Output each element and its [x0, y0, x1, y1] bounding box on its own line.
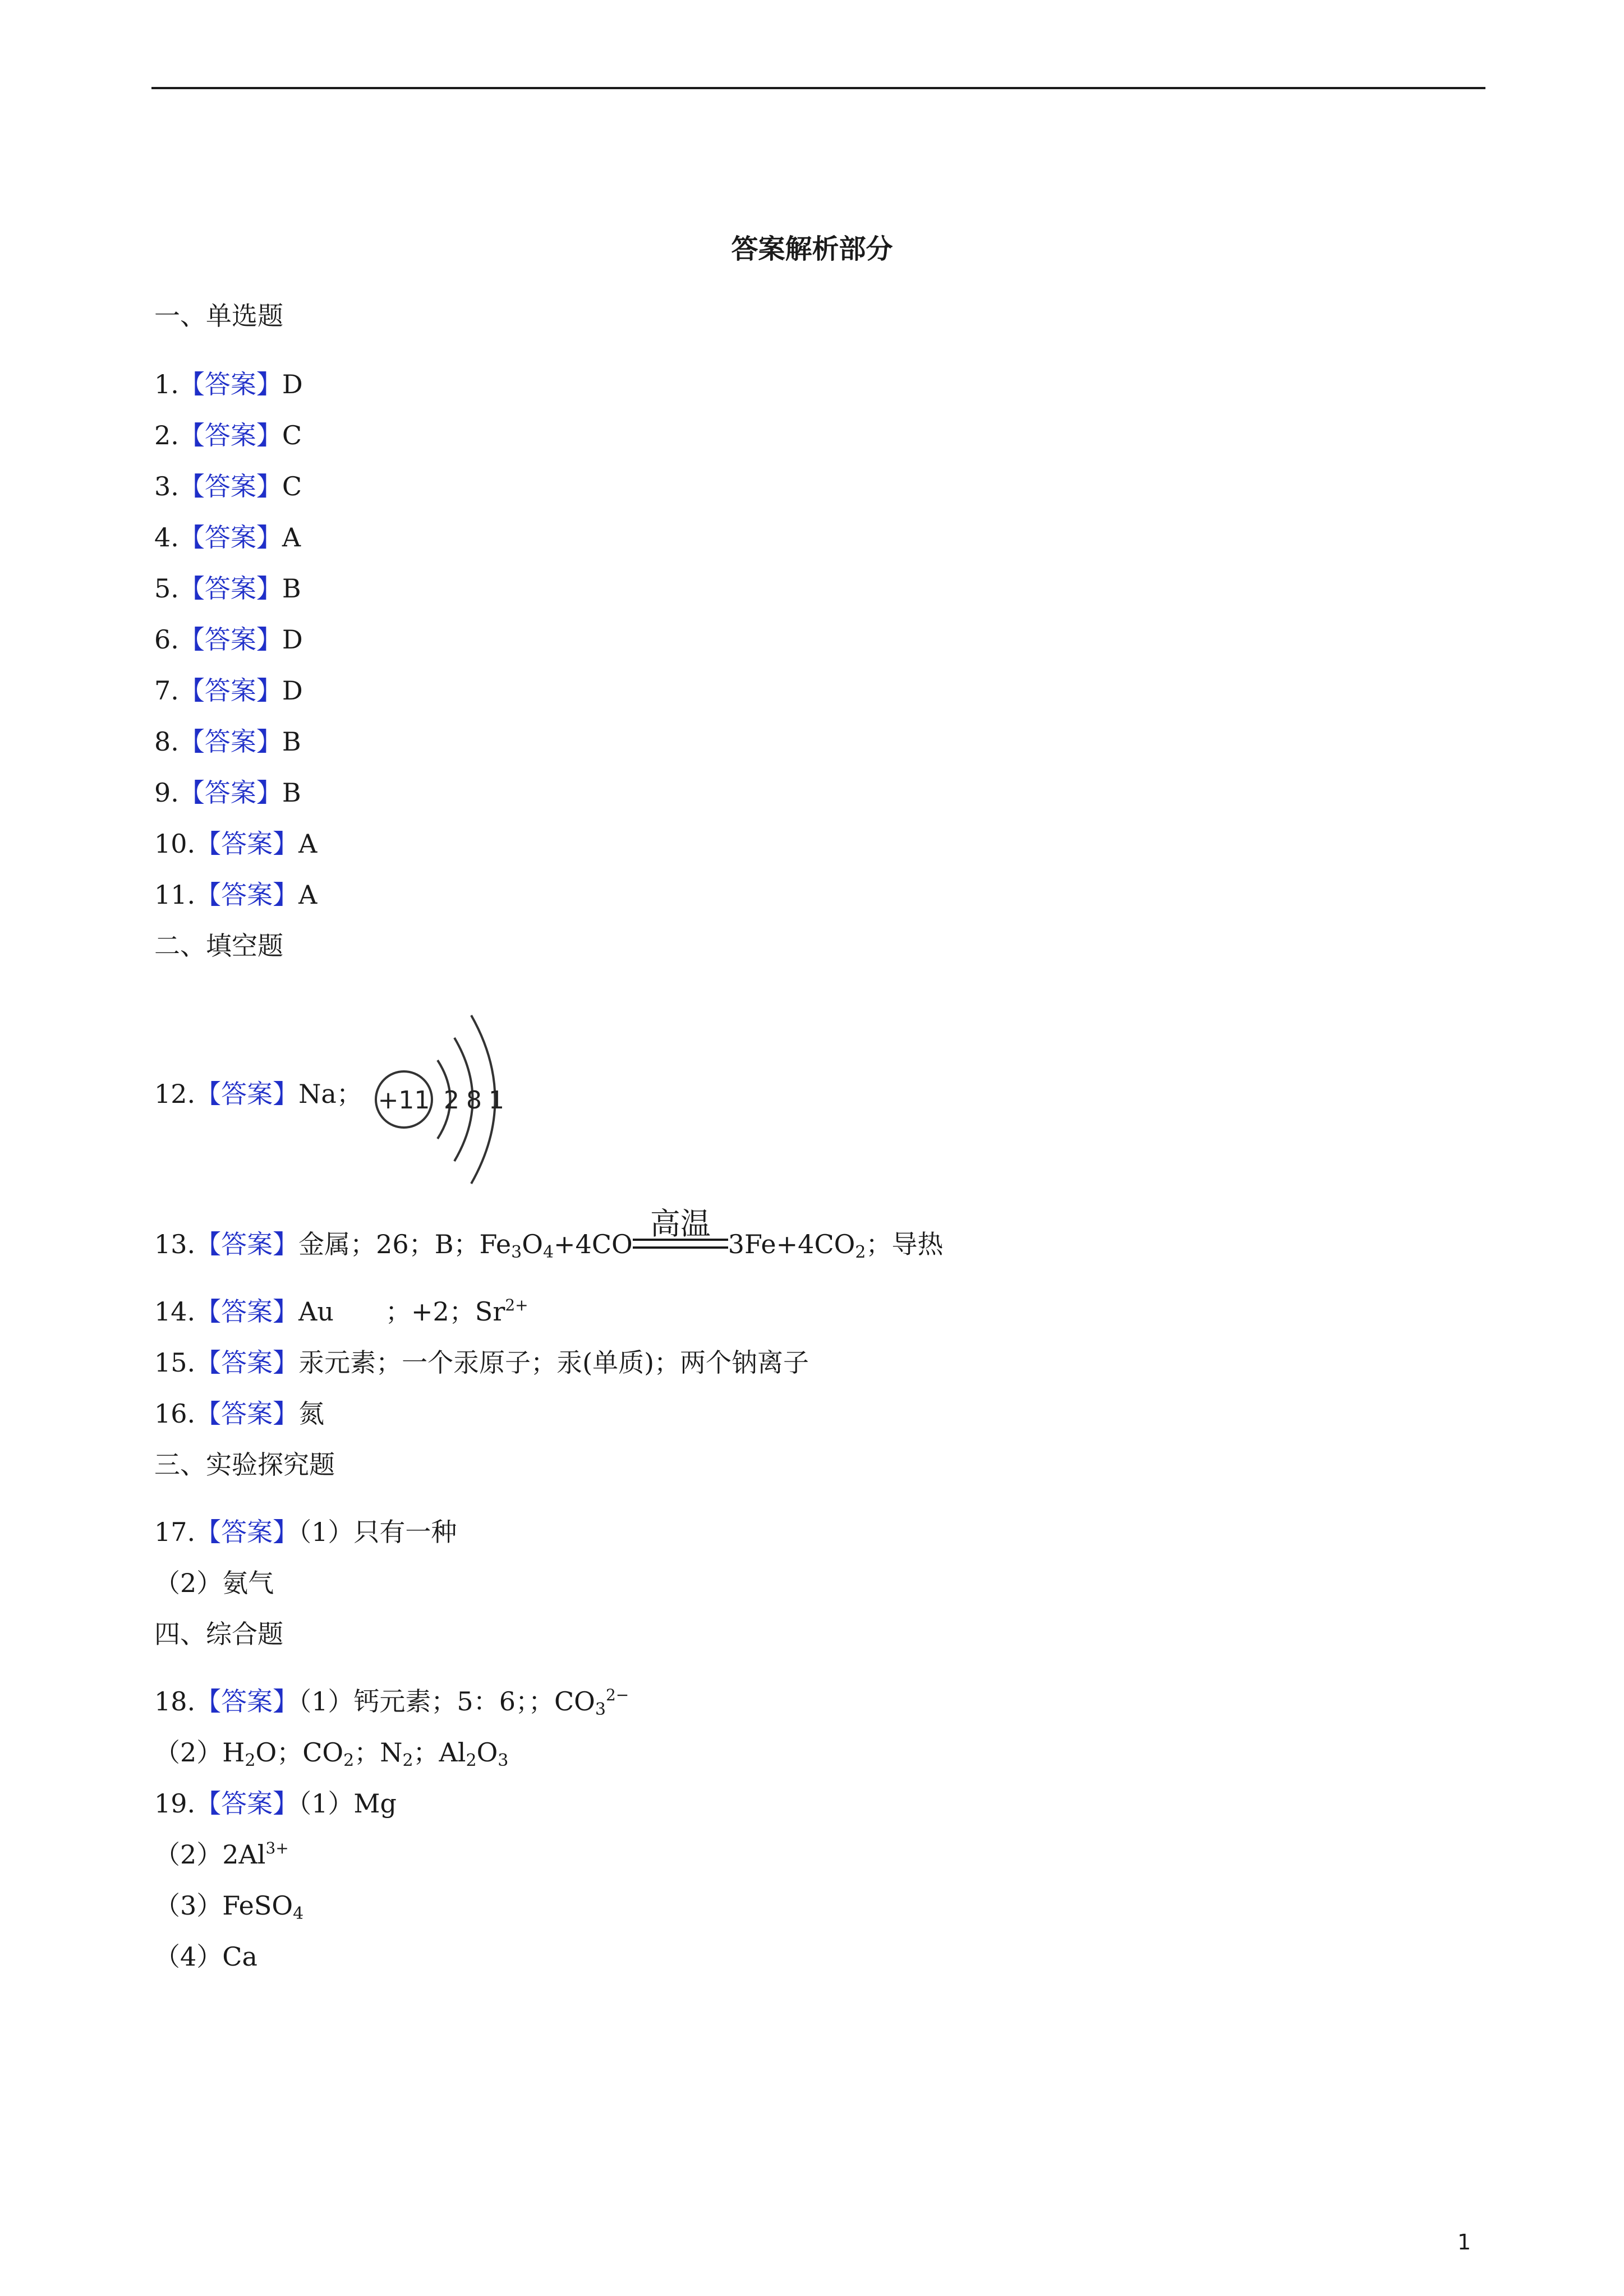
- answer-row: 10.【答案】A: [154, 829, 318, 859]
- answer-row: 7.【答案】D: [154, 675, 303, 706]
- section-heading-mcq: 一、单选题: [154, 301, 283, 331]
- answer-row-13: 13.【答案】金属；26；B；$Fe_3O_4+4CO$ 高温 $3Fe+4CO_2$；导热: [154, 1206, 944, 1262]
- section-heading-fill: 二、填空题: [154, 931, 283, 961]
- answer-row-19-part2: $(2)2Al^{3+}$: [154, 1839, 289, 1870]
- shell-electrons-3: 1: [489, 1086, 504, 1115]
- answer-row-19: 19.【答案】（1）Mg: [154, 1788, 397, 1819]
- answer-row: 2.【答案】C: [154, 420, 302, 450]
- header-rule: [151, 87, 1485, 89]
- answer-row-18: 18.【答案】（1）钙元素；5：6；；$CO_3^{2-}$: [154, 1686, 629, 1719]
- answer-row-16: 16.【答案】氮: [154, 1398, 325, 1429]
- answer-row: 3.【答案】C: [154, 471, 302, 501]
- section-heading-experiment: 三、实验探究题: [154, 1450, 335, 1480]
- answer-row-14: 14.【答案】Au ；+2；$Sr^{2+}$: [154, 1296, 528, 1327]
- shell-electrons-1: 2: [444, 1086, 459, 1115]
- answer-row-19-part3: （3）FeSO$_4$: [154, 1890, 304, 1924]
- reaction-condition: [633, 1206, 728, 1261]
- answer-row-17: 17.【答案】（1）只有一种: [154, 1517, 457, 1547]
- answer-row-17-part2: （2）氨气: [154, 1568, 274, 1598]
- answer-row: 9.【答案】B: [154, 777, 301, 808]
- answer-row: 1.【答案】D: [154, 369, 303, 399]
- section-heading-comprehensive: 四、综合题: [154, 1619, 283, 1649]
- answer-row-12: 12.【答案】Na；: [154, 1079, 362, 1109]
- sodium-atom-structure-diagram: [370, 1004, 527, 1195]
- answer-row: 4.【答案】A: [154, 522, 301, 553]
- answer-row: 11.【答案】A: [154, 880, 318, 910]
- answer-row-19-part4: （4）Ca: [154, 1941, 257, 1972]
- answer-row: 8.【答案】B: [154, 726, 301, 757]
- answer-row-18-part2: $(2)H_2O$；$CO_2$；$N_2$；$Al_2O_3$: [154, 1737, 509, 1770]
- shell-electrons-2: 8: [466, 1086, 482, 1115]
- answer-row-15: 15.【答案】汞元素；一个汞原子；汞(单质)；两个钠离子: [154, 1347, 809, 1378]
- reaction-condition-label: 高温: [650, 1206, 711, 1241]
- nucleus-charge: +11: [378, 1086, 430, 1115]
- page-title: 答案解析部分: [731, 233, 893, 265]
- answer-row: 6.【答案】D: [154, 624, 303, 655]
- page-number: 1: [1457, 2230, 1471, 2254]
- answer-row: 5.【答案】B: [154, 573, 301, 604]
